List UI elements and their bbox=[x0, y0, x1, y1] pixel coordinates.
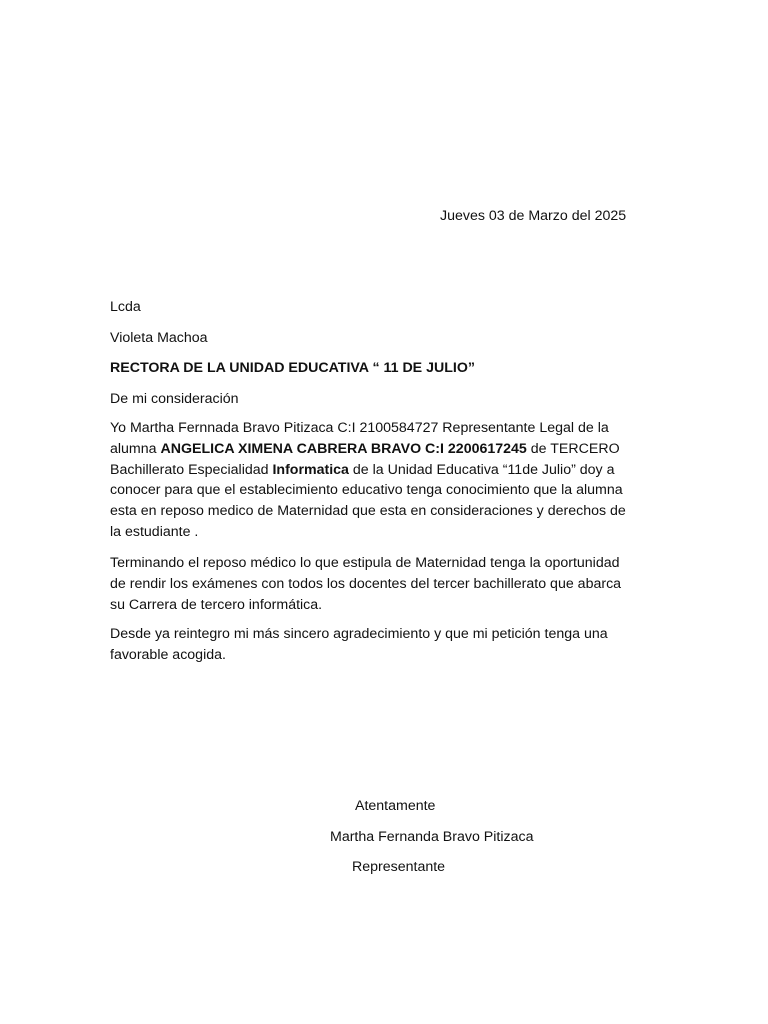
student-identity: ANGELICA XIMENA CABRERA BRAVO C:I 2200617245 bbox=[160, 440, 527, 457]
paragraph-line: esta en reposo medico de Maternidad que esta en consideraciones y derechos de bbox=[110, 503, 626, 520]
paragraph-exams bbox=[110, 553, 670, 615]
paragraph-line bbox=[110, 439, 670, 460]
recipient-prefix: Lcda bbox=[110, 299, 141, 315]
signer-name: Martha Fernanda Bravo Pitizaca bbox=[330, 829, 534, 845]
signer-role: Representante bbox=[352, 859, 446, 875]
text-segment: de TERCERO bbox=[526, 440, 620, 457]
paragraph-line: la estudiante . bbox=[110, 523, 199, 540]
paragraph-thanks bbox=[110, 624, 670, 666]
paragraph-line: favorable acogida. bbox=[110, 646, 226, 663]
paragraph-line: Terminando el reposo médico lo que estipula de Maternidad tenga la oportunidad bbox=[110, 555, 620, 571]
text-segment: Bachillerato Especialidad bbox=[110, 461, 273, 478]
paragraph-line: de rendir los exámenes con todos los docentes del tercer bachillerato que abarca bbox=[110, 575, 622, 592]
paragraph-line: su Carrera de tercero informática. bbox=[110, 596, 323, 613]
recipient-title: RECTORA DE LA UNIDAD EDUCATIVA “ 11 DE JULIO” bbox=[110, 360, 475, 376]
paragraph-line: conocer para que el establecimiento educativo tenga conocimiento que la alumna bbox=[110, 482, 623, 499]
greeting: De mi consideración bbox=[110, 391, 239, 407]
recipient-name: Violeta Machoa bbox=[110, 330, 208, 346]
closing: Atentamente bbox=[355, 798, 436, 814]
paragraph-line: Yo Martha Fernnada Bravo Pitizaca C:I 2100584727 Representante Legal de la bbox=[110, 420, 609, 436]
text-segment: de la Unidad Educativa “11de Julio” doy a bbox=[348, 461, 615, 478]
letter-date: Jueves 03 de Marzo del 2025 bbox=[440, 208, 627, 224]
text-segment: alumna bbox=[110, 440, 161, 457]
paragraph-line bbox=[110, 460, 670, 481]
paragraph-line: Desde ya reintegro mi más sincero agradecimiento y que mi petición tenga una bbox=[110, 626, 608, 642]
paragraph-request bbox=[110, 418, 670, 543]
specialty: Informatica bbox=[272, 461, 349, 478]
